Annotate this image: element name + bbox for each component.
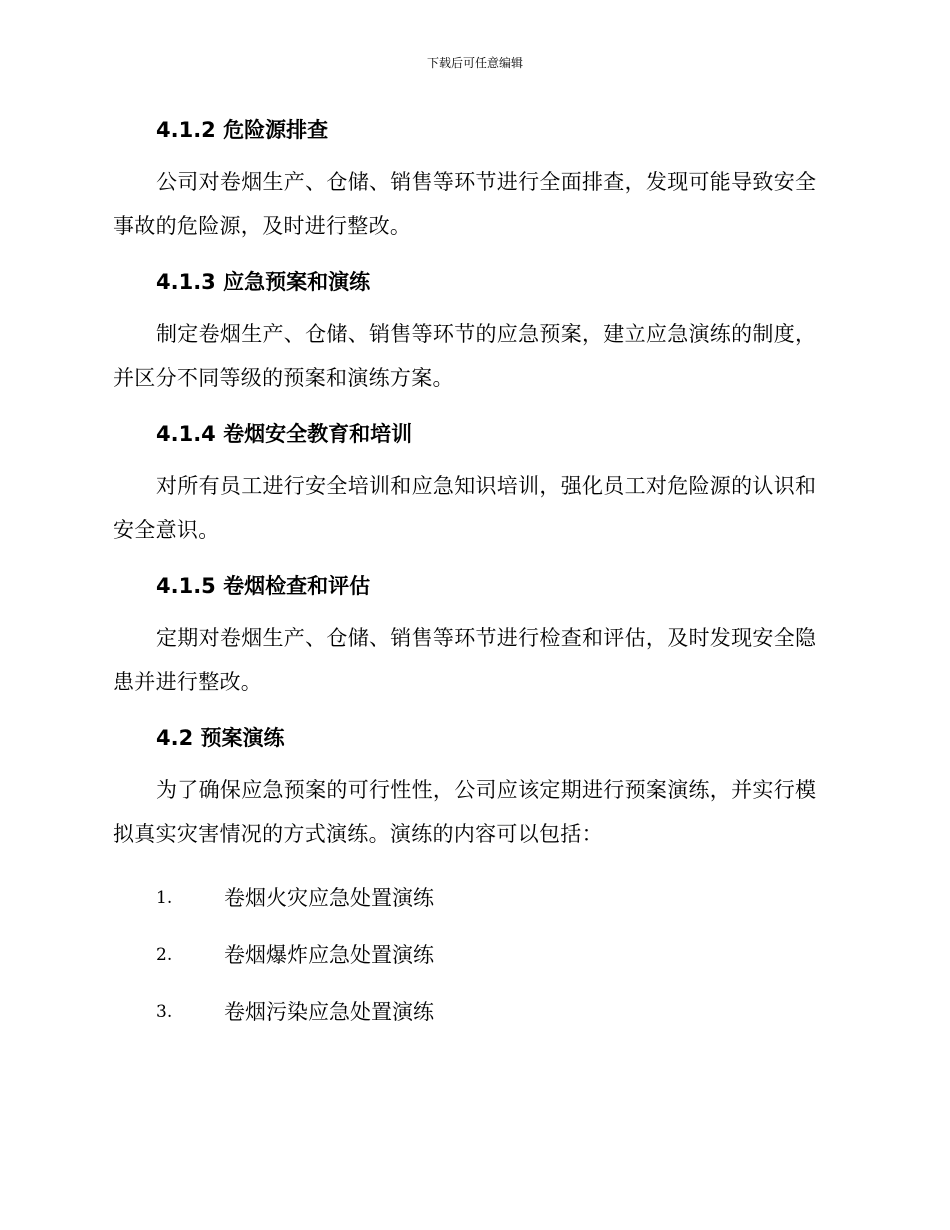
list-item xyxy=(113,870,833,927)
section-paragraph-4-1-4: 对所有员工进行安全培训和应急知识培训，强化员工对危险源的认识和安全意识。 xyxy=(113,474,817,542)
section-paragraph-4-1-5: 定期对卷烟生产、仓储、销售等环节进行检查和评估，及时发现安全隐患并进行整改。 xyxy=(113,626,817,694)
list-item-text: 卷烟爆炸应急处置演练 xyxy=(224,943,434,967)
section-paragraph-4-1-2: 公司对卷烟生产、仓储、销售等环节进行全面排查，发现可能导致安全事故的危险源，及时进行整改。 xyxy=(113,170,817,238)
list-item xyxy=(113,984,833,1041)
list-item-text: 卷烟火灾应急处置演练 xyxy=(224,886,434,910)
document-body xyxy=(113,110,833,1041)
section-paragraph-4-1-3: 制定卷烟生产、仓储、销售等环节的应急预案，建立应急演练的制度，并区分不同等级的预案和演练方案。 xyxy=(113,322,817,390)
list-item-number: 1. xyxy=(156,888,173,908)
section-paragraph-4-2: 为了确保应急预案的可行性性，公司应该定期进行预案演练，并实行模拟真实灾害情况的方式演练。演练的内容可以包括： xyxy=(113,778,817,846)
section-heading-4-1-4: 4.1.4 卷烟安全教育和培训 xyxy=(156,422,413,446)
list-item-number: 2. xyxy=(156,945,173,965)
header-note: 下载后可任意编辑 xyxy=(426,56,523,70)
section-heading-4-2: 4.2 预案演练 xyxy=(156,726,285,750)
section-heading-4-1-2: 4.1.2 危险源排查 xyxy=(156,118,329,142)
section-heading-4-1-5: 4.1.5 卷烟检查和评估 xyxy=(156,574,371,598)
list-item-number: 3. xyxy=(156,1002,173,1022)
list-item xyxy=(113,927,833,984)
section-heading-4-1-3: 4.1.3 应急预案和演练 xyxy=(156,270,371,294)
list-item-text: 卷烟污染应急处置演练 xyxy=(224,1000,434,1024)
drill-list xyxy=(113,870,833,1041)
